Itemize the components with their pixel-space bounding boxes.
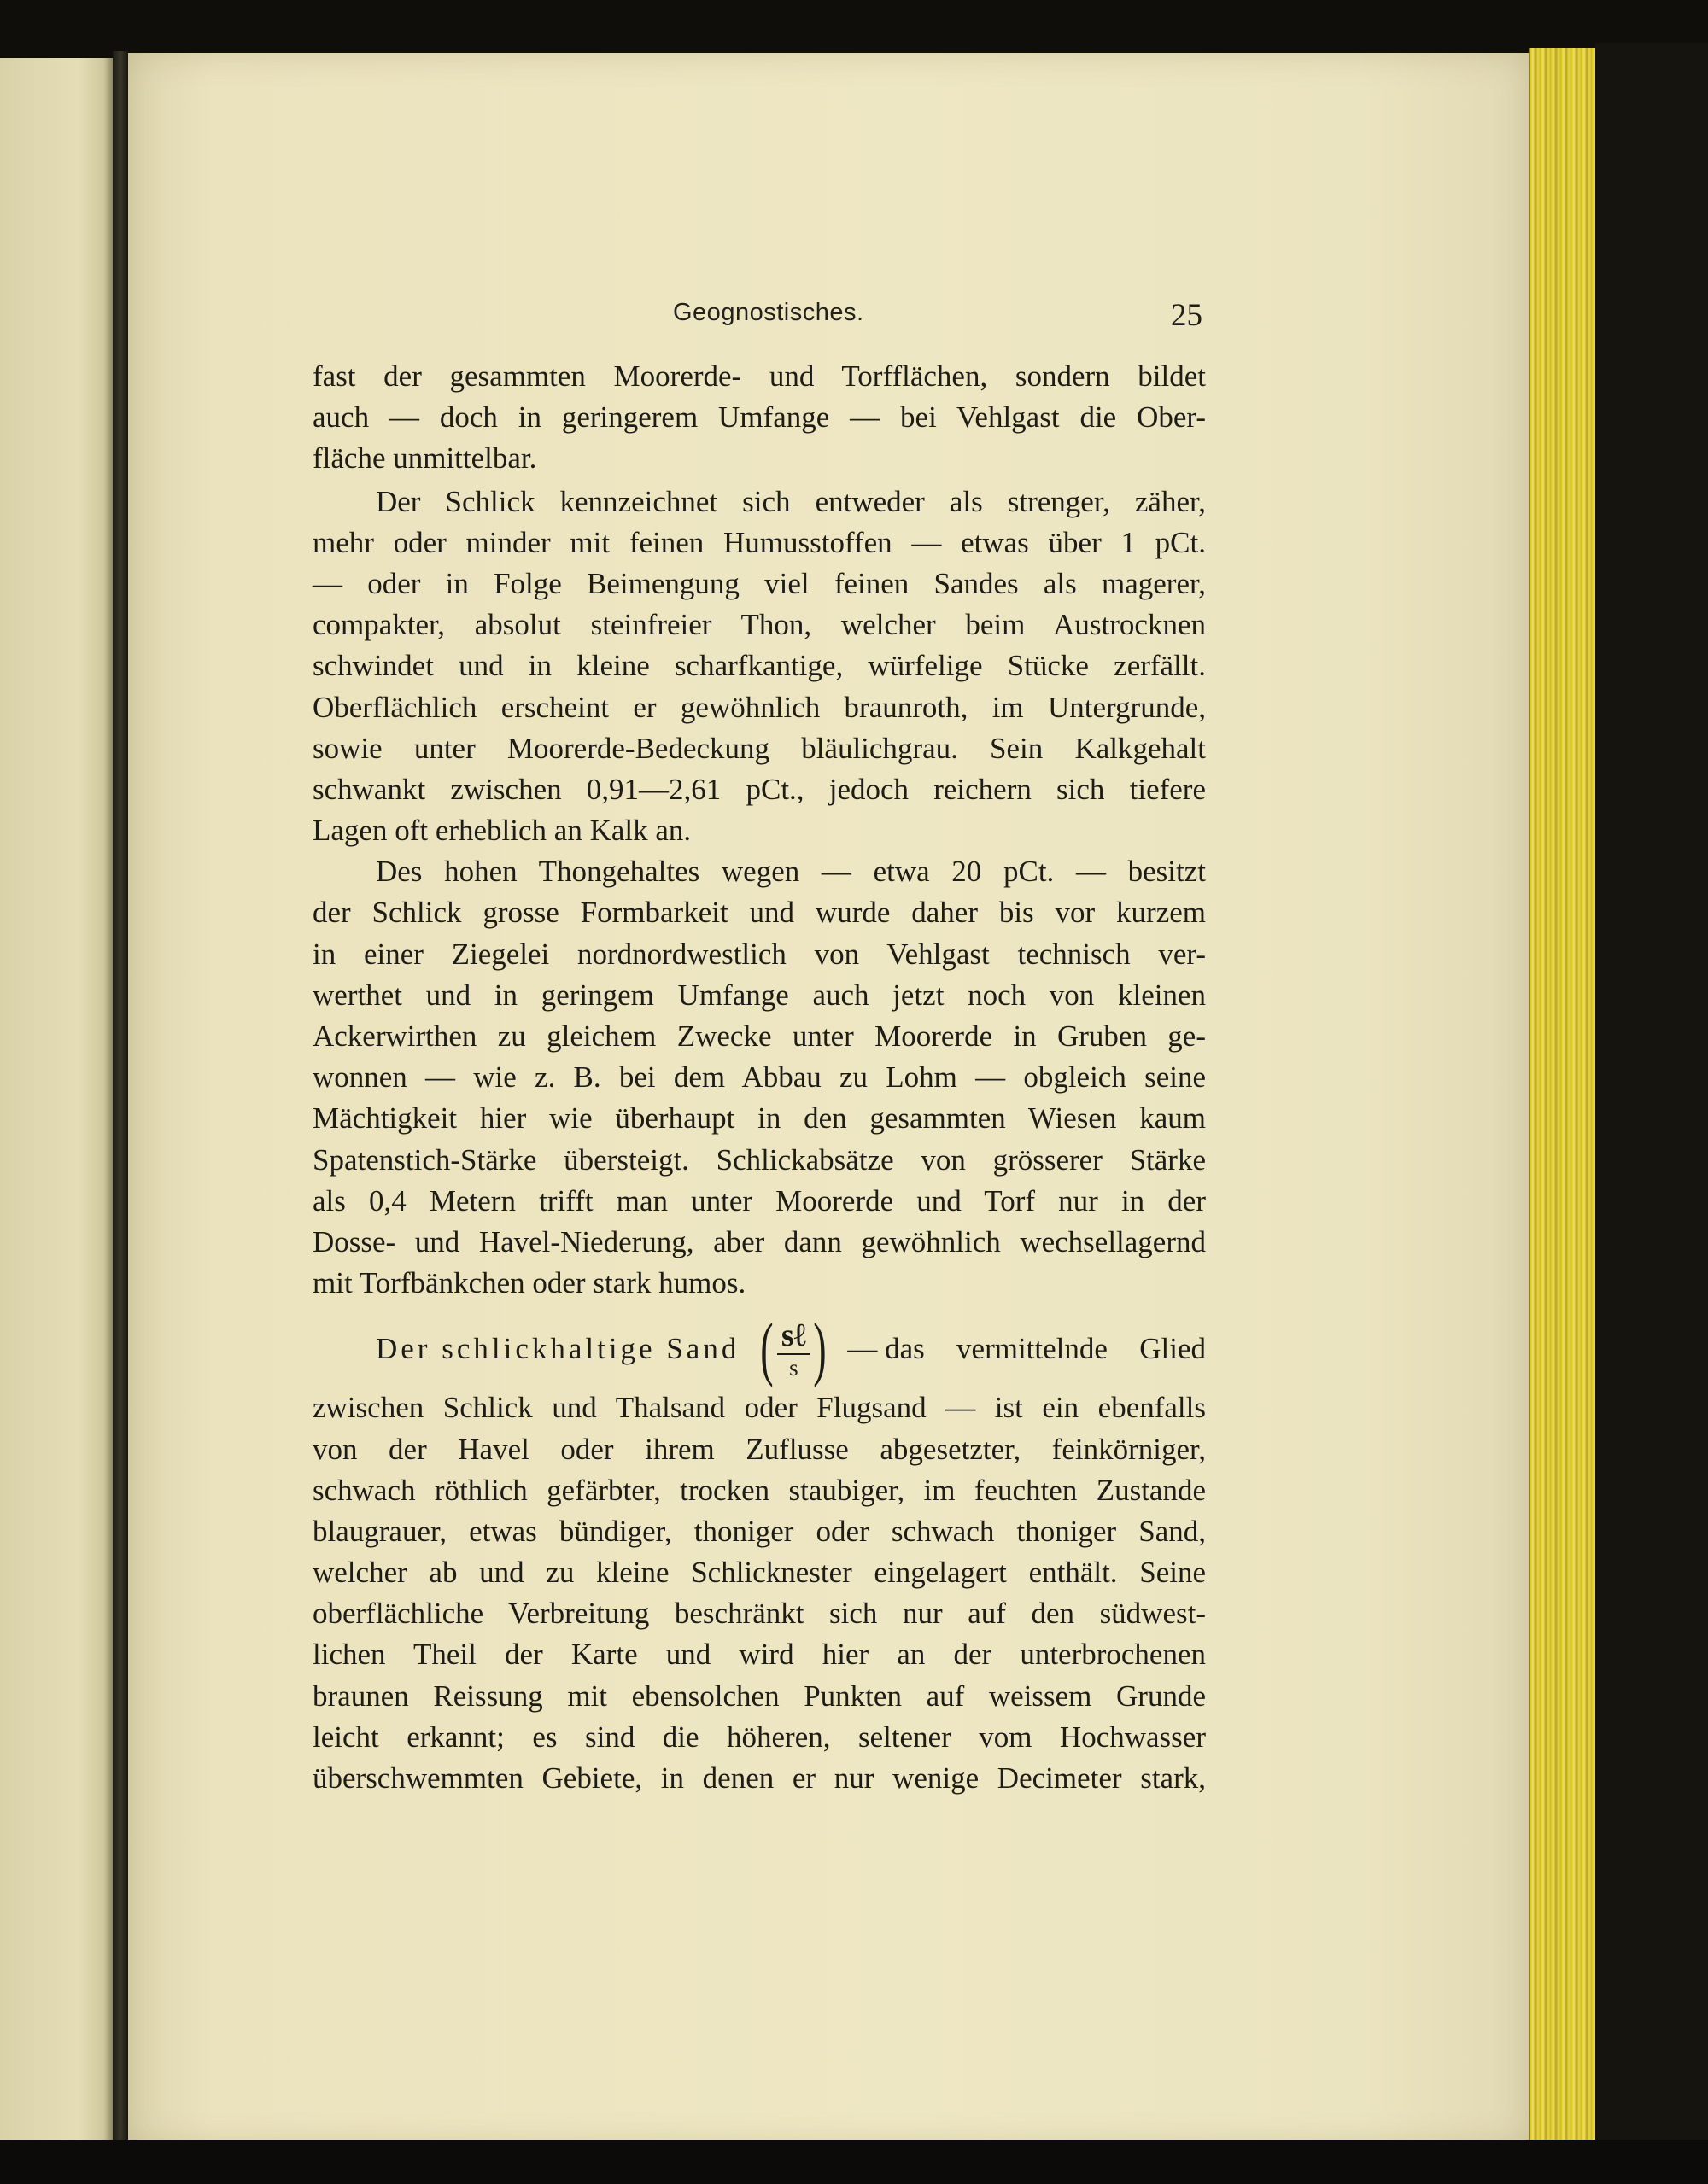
text-line: blaugrauer, etwas bündiger, thoniger oder schwach thoniger Sand, xyxy=(313,1514,1206,1548)
text-line: wonnen — wie z. B. bei dem Abbau zu Lohm — obgleich seine xyxy=(313,1060,1206,1095)
map-symbol-formula xyxy=(755,1309,832,1389)
text-line: compakter, absolut steinfreier Thon, welcher beim Austrocknen xyxy=(313,608,1206,642)
text-line: fläche unmittelbar. xyxy=(313,441,537,476)
text-line: mit Torfbänkchen oder stark humos. xyxy=(313,1266,746,1300)
text-line: oberflächliche Verbreitung beschränkt sich nur auf den südwest- xyxy=(313,1597,1206,1631)
text-line: fast der gesammten Moorerde- und Torfflächen, sondern bildet xyxy=(313,359,1206,393)
scan-background-top xyxy=(0,0,1708,56)
fraction-numerator: sℓ xyxy=(781,1317,806,1353)
left-paren: ( xyxy=(760,1309,775,1389)
text-word: vermittelnde xyxy=(956,1332,1108,1366)
text-line: schwach röthlich gefärbter, trocken staubiger, im feuchten Zustande xyxy=(313,1473,1206,1507)
text-line: in einer Ziegelei nordnordwestlich von Vehlgast technisch ver- xyxy=(313,937,1206,971)
text-line: zwischen Schlick und Thalsand oder Flugsand — ist ein ebenfalls xyxy=(313,1391,1206,1425)
text-line: werthet und in geringem Umfange auch jetzt noch von kleinen xyxy=(313,978,1206,1012)
text-word: Glied xyxy=(1139,1332,1206,1366)
text-line: als 0,4 Metern trifft man unter Moorerde und Torf nur in der xyxy=(313,1183,1206,1218)
text-line: — oder in Folge Beimengung viel feinen Sandes als magerer, xyxy=(313,566,1206,600)
fraction xyxy=(777,1319,810,1380)
text-line: welcher ab und zu kleine Schlicknester eingelagert enthält. Seine xyxy=(313,1556,1206,1590)
book-cover-edge xyxy=(1595,43,1708,2152)
text-line: auch — doch in geringerem Umfange — bei Vehlgast die Ober- xyxy=(313,400,1206,435)
text-line: leicht erkannt; es sind die höheren, seltener vom Hochwasser xyxy=(313,1720,1206,1754)
fraction-denominator: s xyxy=(789,1354,798,1381)
formula-line xyxy=(313,1309,1206,1389)
text-line: Der Schlick kennzeichnet sich entweder als strenger, zäher, xyxy=(376,484,1206,518)
paragraph-1 xyxy=(313,356,1206,480)
body-text xyxy=(313,356,1206,1799)
text-line: Oberflächlich erscheint er gewöhnlich braunroth, im Untergrunde, xyxy=(313,690,1206,724)
section-lead-term: Der schlickhaltige Sand xyxy=(376,1332,740,1366)
text-line: von der Havel oder ihrem Zuflusse abgesetzter, feinkörniger, xyxy=(313,1432,1206,1466)
page-header xyxy=(314,290,1202,338)
text-line: sowie unter Moorerde-Bedeckung bläulichgrau. Sein Kalkgehalt xyxy=(313,731,1206,765)
text-line: der Schlick grosse Formbarkeit und wurde daher bis vor kurzem xyxy=(313,896,1206,930)
text-line: Spatenstich-Stärke übersteigt. Schlickabsätze von grösserer Stärke xyxy=(313,1142,1206,1177)
paragraph-3 xyxy=(313,851,1206,1304)
facing-page-edge xyxy=(0,58,113,2141)
text-line: überschwemmten Gebiete, in denen er nur wenige Decimeter stark, xyxy=(313,1761,1206,1795)
book-gutter xyxy=(113,51,128,2150)
right-paren: ) xyxy=(813,1309,828,1389)
formula-line-rest xyxy=(847,1329,1206,1369)
text-line: schwankt zwischen 0,91—2,61 pCt., jedoch reichern sich tiefere xyxy=(313,772,1206,806)
text-line: Des hohen Thongehaltes wegen — etwa 20 pCt. — besitzt xyxy=(376,855,1206,889)
page-number: 25 xyxy=(1171,298,1202,333)
text-line: Lagen oft erheblich an Kalk an. xyxy=(313,814,692,848)
paragraph-2 xyxy=(313,482,1206,852)
text-line: Mächtigkeit hier wie überhaupt in den gesammten Wiesen kaum xyxy=(313,1101,1206,1136)
text-line: Dosse- und Havel-Niederung, aber dann gewöhnlich wechsellagernd xyxy=(313,1224,1206,1258)
text-line: lichen Theil der Karte und wird hier an der unterbrochenen xyxy=(313,1638,1206,1672)
running-head: Geognostisches. xyxy=(673,299,864,326)
text-line: schwindet und in kleine scharfkantige, würfelige Stücke zerfällt. xyxy=(313,649,1206,683)
text-line: Ackerwirthen zu gleichem Zwecke unter Moorerde in Gruben ge- xyxy=(313,1019,1206,1053)
scan-background-bottom xyxy=(0,2140,1708,2184)
paragraph-4 xyxy=(313,1309,1206,1799)
text-line: mehr oder minder mit feinen Humusstoffen — etwas über 1 pCt. xyxy=(313,525,1206,559)
gilded-page-edges xyxy=(1529,48,1597,2140)
text-word: — das xyxy=(847,1332,925,1366)
text-line: braunen Reissung mit ebensolchen Punkten auf weissem Grunde xyxy=(313,1679,1206,1713)
